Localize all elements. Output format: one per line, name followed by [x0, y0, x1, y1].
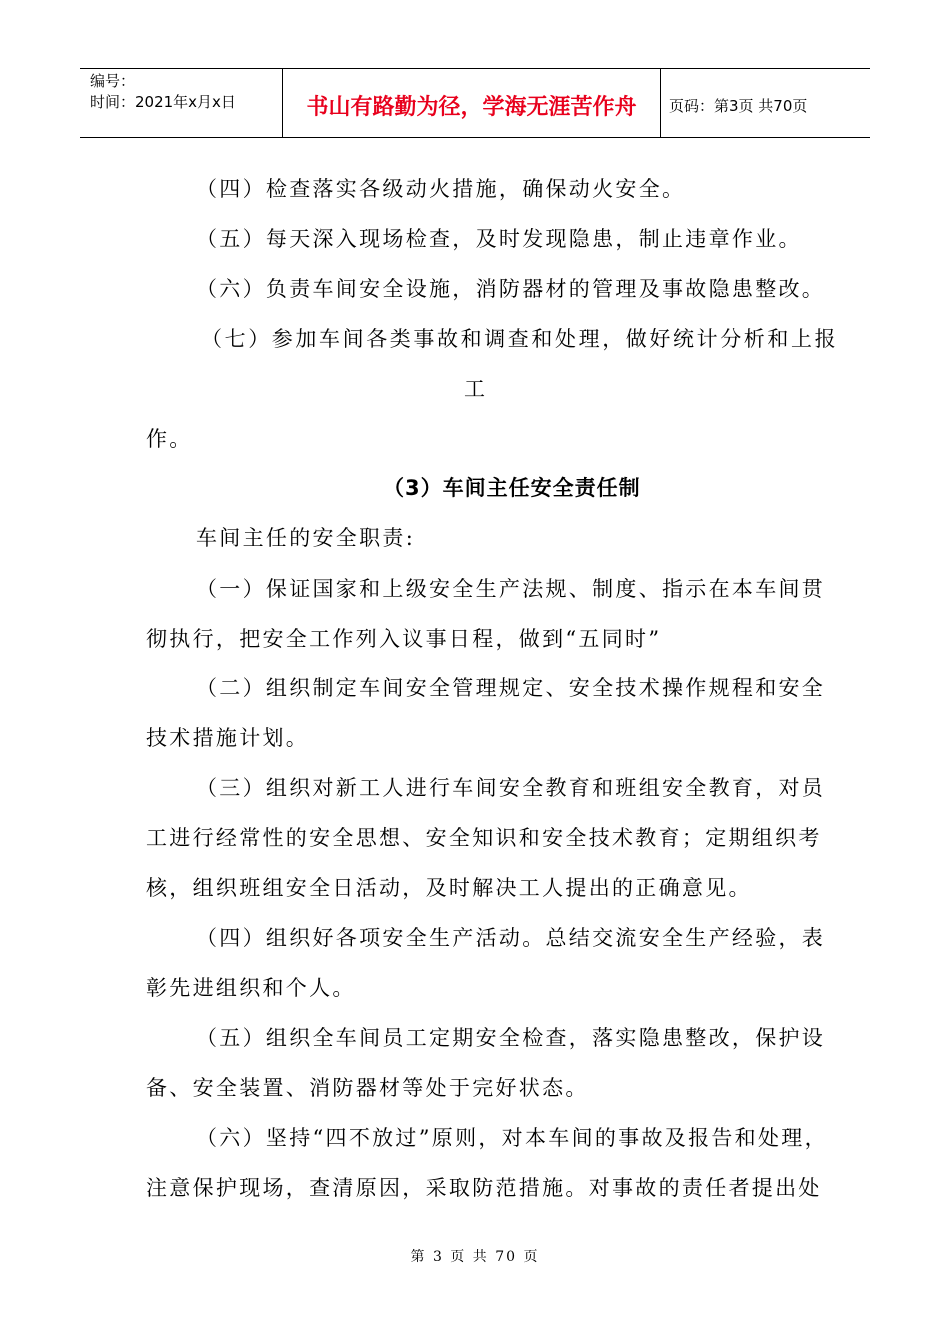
paragraph-line: 核，组织班组安全日活动，及时解决工人提出的正确意见。	[146, 876, 752, 900]
paragraph-line: 工	[464, 377, 488, 401]
paragraph-line: （七）参加车间各类事故和调查和处理，做好统计分析和上报	[201, 327, 839, 351]
paragraph-line: 彻执行，把安全工作列入议事日程，做到“五同时”	[146, 627, 662, 651]
header-page-info: 页码：第3页 共70页	[669, 96, 808, 115]
page-header	[80, 68, 870, 138]
paragraph-line: （五）每天深入现场检查，及时发现隐患，制止违章作业。	[196, 227, 802, 251]
paragraph-line: 车间主任的安全职责:	[196, 526, 416, 550]
header-motto: 书山有路勤为径，学海无涯苦作舟	[283, 69, 661, 137]
document-date-label: 时间：2021年x月x日	[90, 93, 236, 111]
paragraph-line: （一）保证国家和上级安全生产法规、制度、指示在本车间贯	[196, 577, 826, 601]
paragraph-line: （二）组织制定车间安全管理规定、安全技术操作规程和安全	[196, 676, 826, 700]
header-left-cell	[80, 69, 283, 137]
paragraph-line: 工进行经常性的安全思想、安全知识和安全技术教育；定期组织考	[146, 826, 822, 850]
paragraph-line: （四）组织好各项安全生产活动。总结交流安全生产经验，表	[196, 926, 826, 950]
page-footer: 第 3 页 共 70 页	[410, 1249, 540, 1265]
paragraph-line: 作。	[146, 427, 193, 451]
document-number-label: 编号：	[90, 72, 136, 90]
paragraph-line: 备、安全装置、消防器材等处于完好状态。	[146, 1076, 589, 1100]
paragraph-line: （三）组织对新工人进行车间安全教育和班组安全教育，对员	[196, 776, 826, 800]
paragraph-line: （四）检查落实各级动火措施，确保动火安全。	[196, 177, 686, 201]
paragraph-line: （六）坚持“四不放过”原则，对本车间的事故及报告和处理，	[196, 1126, 828, 1150]
paragraph-line: （六）负责车间安全设施，消防器材的管理及事故隐患整改。	[196, 277, 826, 301]
paragraph-line: 彰先进组织和个人。	[146, 976, 356, 1000]
section-heading: （3）车间主任安全责任制	[383, 476, 641, 500]
paragraph-line: 注意保护现场，查清原因，采取防范措施。对事故的责任者提出处	[146, 1176, 822, 1200]
paragraph-line: 技术措施计划。	[146, 726, 310, 750]
paragraph-line: （五）组织全车间员工定期安全检查，落实隐患整改，保护设	[196, 1026, 826, 1050]
